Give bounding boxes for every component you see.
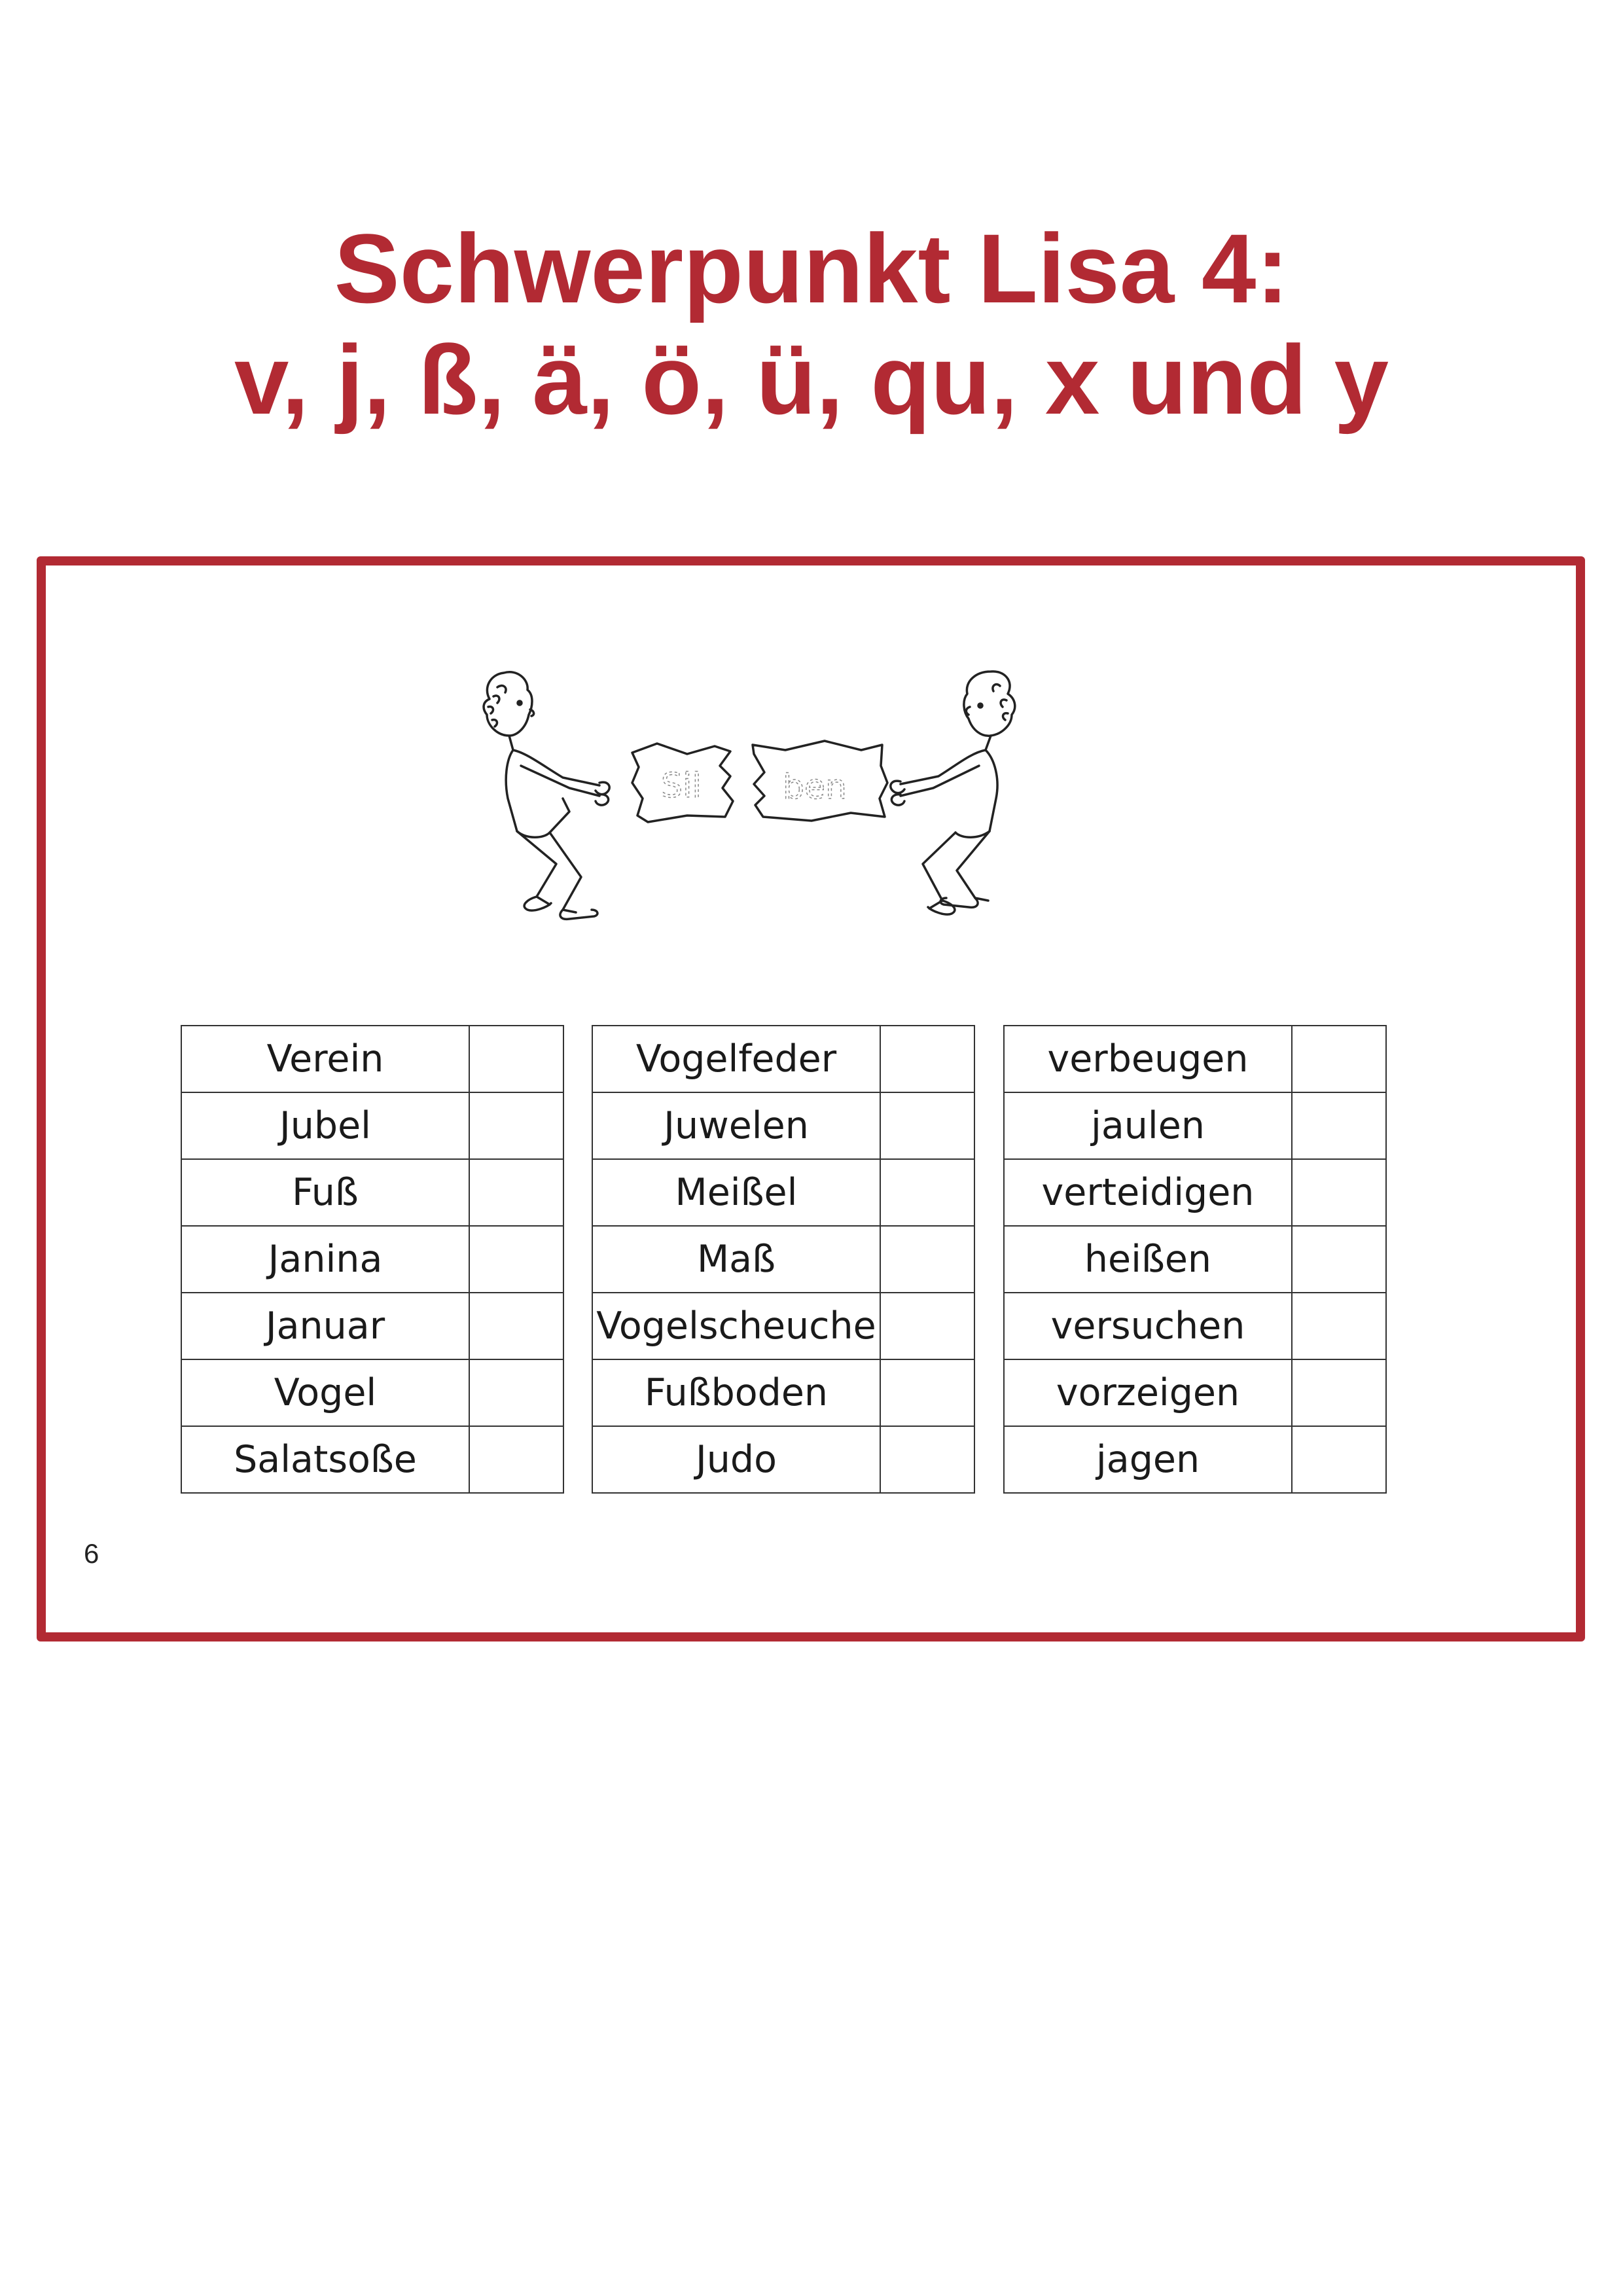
answer-box[interactable] <box>1292 1092 1386 1159</box>
word-cell: Verein <box>181 1026 469 1092</box>
table-row <box>181 1426 563 1493</box>
table-row <box>592 1026 974 1092</box>
word-cell: vorzeigen <box>1004 1359 1292 1426</box>
word-cell: Vogelfeder <box>592 1026 880 1092</box>
answer-box[interactable] <box>1292 1293 1386 1359</box>
answer-box[interactable] <box>469 1426 563 1493</box>
table-row <box>592 1092 974 1159</box>
table-row <box>1004 1159 1386 1226</box>
table-row <box>1004 1426 1386 1493</box>
table-row <box>181 1293 563 1359</box>
answer-box[interactable] <box>880 1426 974 1493</box>
table-row <box>592 1359 974 1426</box>
answer-box[interactable] <box>469 1293 563 1359</box>
word-cell: jagen <box>1004 1426 1292 1493</box>
word-cell: versuchen <box>1004 1293 1292 1359</box>
table-row <box>1004 1359 1386 1426</box>
word-cell: verteidigen <box>1004 1159 1292 1226</box>
table-row <box>181 1026 563 1092</box>
table-row <box>1004 1026 1386 1092</box>
table-row <box>592 1426 974 1493</box>
table-row <box>1004 1293 1386 1359</box>
page-title-line-1: Schwerpunkt Lisa 4: <box>334 213 1289 323</box>
table-row <box>181 1226 563 1293</box>
tug-of-war-illustration <box>471 668 1073 995</box>
table-row <box>592 1226 974 1293</box>
answer-box[interactable] <box>880 1226 974 1293</box>
table-row <box>592 1159 974 1226</box>
answer-box[interactable] <box>469 1159 563 1226</box>
answer-box[interactable] <box>1292 1426 1386 1493</box>
word-cell: Maß <box>592 1226 880 1293</box>
answer-box[interactable] <box>1292 1026 1386 1092</box>
answer-box[interactable] <box>1292 1359 1386 1426</box>
left-child-figure <box>484 672 609 920</box>
word-cell: Judo <box>592 1426 880 1493</box>
answer-box[interactable] <box>880 1359 974 1426</box>
word-cell: Fußboden <box>592 1359 880 1426</box>
word-cell: Janina <box>181 1226 469 1293</box>
answer-box[interactable] <box>880 1026 974 1092</box>
word-table-2 <box>592 1025 975 1494</box>
answer-box[interactable] <box>880 1159 974 1226</box>
word-cell: heißen <box>1004 1226 1292 1293</box>
table-row <box>181 1359 563 1426</box>
word-cell: Juwelen <box>592 1092 880 1159</box>
word-cell: Januar <box>181 1293 469 1359</box>
answer-box[interactable] <box>880 1092 974 1159</box>
word-cell: Jubel <box>181 1092 469 1159</box>
answer-box[interactable] <box>469 1359 563 1426</box>
word-cell: verbeugen <box>1004 1026 1292 1092</box>
right-child-figure <box>891 672 1015 914</box>
table-row <box>181 1159 563 1226</box>
answer-box[interactable] <box>469 1026 563 1092</box>
word-cell: Salatsoße <box>181 1426 469 1493</box>
word-table-1 <box>181 1025 564 1494</box>
word-table-3 <box>1003 1025 1387 1494</box>
table-row <box>1004 1226 1386 1293</box>
page-number: 6 <box>84 1538 99 1569</box>
answer-box[interactable] <box>1292 1226 1386 1293</box>
answer-box[interactable] <box>1292 1159 1386 1226</box>
word-cell: Vogel <box>181 1359 469 1426</box>
syllable-right-label: ben <box>783 768 847 807</box>
table-row <box>592 1293 974 1359</box>
table-row <box>1004 1092 1386 1159</box>
table-row <box>181 1092 563 1159</box>
page-title-line-2: v, j, ß, ä, ö, ü, qu, x und y <box>234 325 1389 435</box>
answer-box[interactable] <box>880 1293 974 1359</box>
answer-box[interactable] <box>469 1092 563 1159</box>
word-cell: jaulen <box>1004 1092 1292 1159</box>
word-cell: Fuß <box>181 1159 469 1226</box>
word-cell: Meißel <box>592 1159 880 1226</box>
answer-box[interactable] <box>469 1226 563 1293</box>
word-cell: Vogelscheuche <box>592 1293 880 1359</box>
syllable-left-label: Sil <box>661 766 702 806</box>
